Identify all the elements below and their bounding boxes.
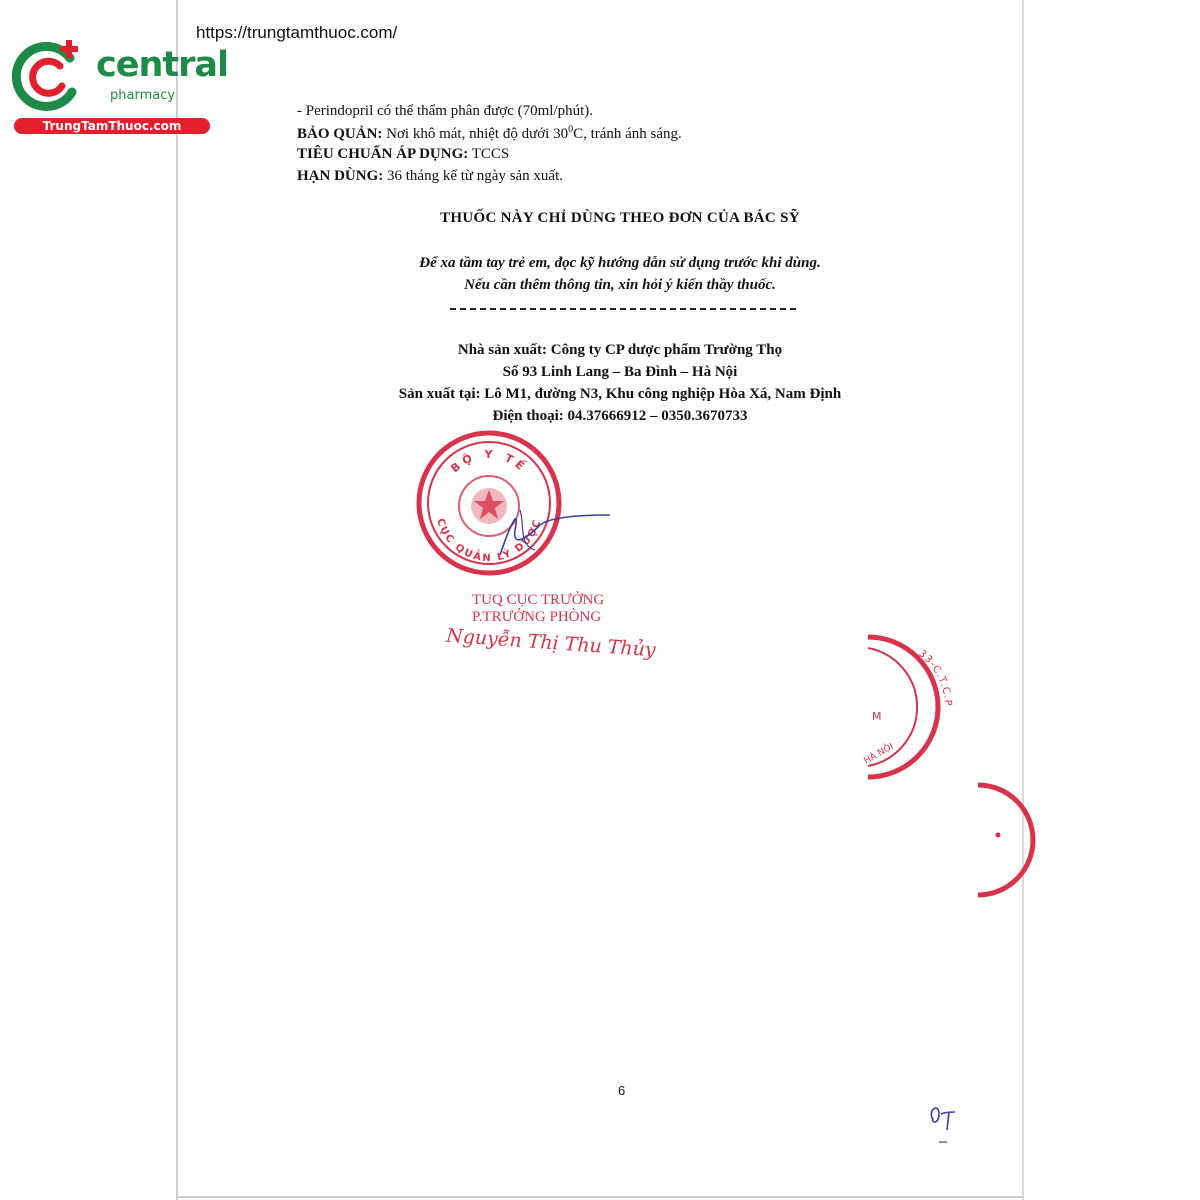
central-pharmacy-logo bbox=[10, 36, 229, 136]
manufacturer-factory: Sản xuất tại: Lô M1, đường N3, Khu công nghiệp Hòa Xá, Nam Định bbox=[398, 386, 842, 402]
company-stamp-partial bbox=[840, 632, 954, 782]
svg-text:33-C.T.C.P bbox=[916, 648, 953, 707]
prescription-notice: THUỐC NÀY CHỈ DÙNG THEO ĐƠN CỦA BÁC SỸ bbox=[440, 210, 800, 226]
logo-sub: pharmacy bbox=[110, 88, 176, 103]
approval-title-1: TUQ CỤC TRƯỞNG bbox=[472, 592, 605, 608]
manufacturer-phone: Điện thoại: 04.37666912 – 0350.3670733 bbox=[492, 408, 748, 424]
scan-bottom-edge bbox=[176, 1196, 1024, 1198]
company-stamp-text: 33-C.T.C.P bbox=[916, 648, 954, 707]
warning-line-1: Để xa tầm tay trẻ em, đọc kỹ hướng dẫn sử dụng trước khi dùng. bbox=[419, 255, 821, 271]
storage-line bbox=[297, 125, 682, 142]
dialysis-line: - Perindopril có thể thẩm phân được (70ml/phút). bbox=[297, 103, 594, 119]
storage-label: BẢO QUẢN: bbox=[297, 126, 383, 142]
separator-line bbox=[450, 308, 796, 310]
logo-c-icon bbox=[10, 36, 90, 116]
svg-text:BỘ Y TẾ bbox=[448, 448, 531, 475]
company-stamp-mid: M bbox=[872, 710, 882, 723]
manufacturer-name: Nhà sản xuất: Công ty CP dược phẩm Trường Thọ bbox=[457, 342, 783, 358]
stamp-bottom-text: CỤC QUẢN LÝ DƯỢC bbox=[434, 517, 544, 565]
standard-line bbox=[297, 147, 509, 162]
stamp-top-text: BỘ Y TẾ bbox=[448, 447, 530, 476]
storage-tail: C, tránh ánh sáng. bbox=[573, 126, 682, 142]
storage-text: Nơi khô mát, nhiệt độ dưới 30 bbox=[386, 126, 569, 142]
expiry-text: 36 tháng kể từ ngày sản xuất. bbox=[387, 168, 564, 184]
logo-site-bar: TrungTamThuoc.com bbox=[14, 118, 210, 134]
approval-title-2: P.TRƯỞNG PHÒNG bbox=[472, 609, 602, 625]
company-stamp-city: HÀ NỘI bbox=[862, 741, 896, 767]
logo-brand: central bbox=[96, 45, 229, 85]
manufacturer-address: Số 93 Linh Lang – Ba Đình – Hà Nội bbox=[502, 364, 738, 380]
expiry-label: HẠN DÙNG: bbox=[297, 168, 384, 184]
scan-right-edge bbox=[1022, 0, 1024, 1200]
scan-left-edge bbox=[176, 0, 178, 1200]
standard-label: TIÊU CHUẨN ÁP DỤNG: bbox=[297, 146, 469, 162]
source-url: https://trungtamthuoc.com/ bbox=[196, 23, 398, 42]
expiry-line bbox=[297, 169, 563, 184]
approval-signature: Nguyễn Thị Thu Thủy bbox=[445, 624, 657, 662]
storage-sup: 0 bbox=[568, 124, 574, 135]
initials-mark bbox=[925, 1100, 965, 1150]
page-number: 6 bbox=[618, 1083, 626, 1098]
signature-stroke bbox=[490, 495, 620, 565]
ministry-stamp-partial bbox=[970, 780, 1020, 900]
warning-line-2: Nếu cần thêm thông tin, xin hỏi ý kiến thầy thuốc. bbox=[464, 277, 776, 293]
standard-text: TCCS bbox=[471, 146, 510, 162]
